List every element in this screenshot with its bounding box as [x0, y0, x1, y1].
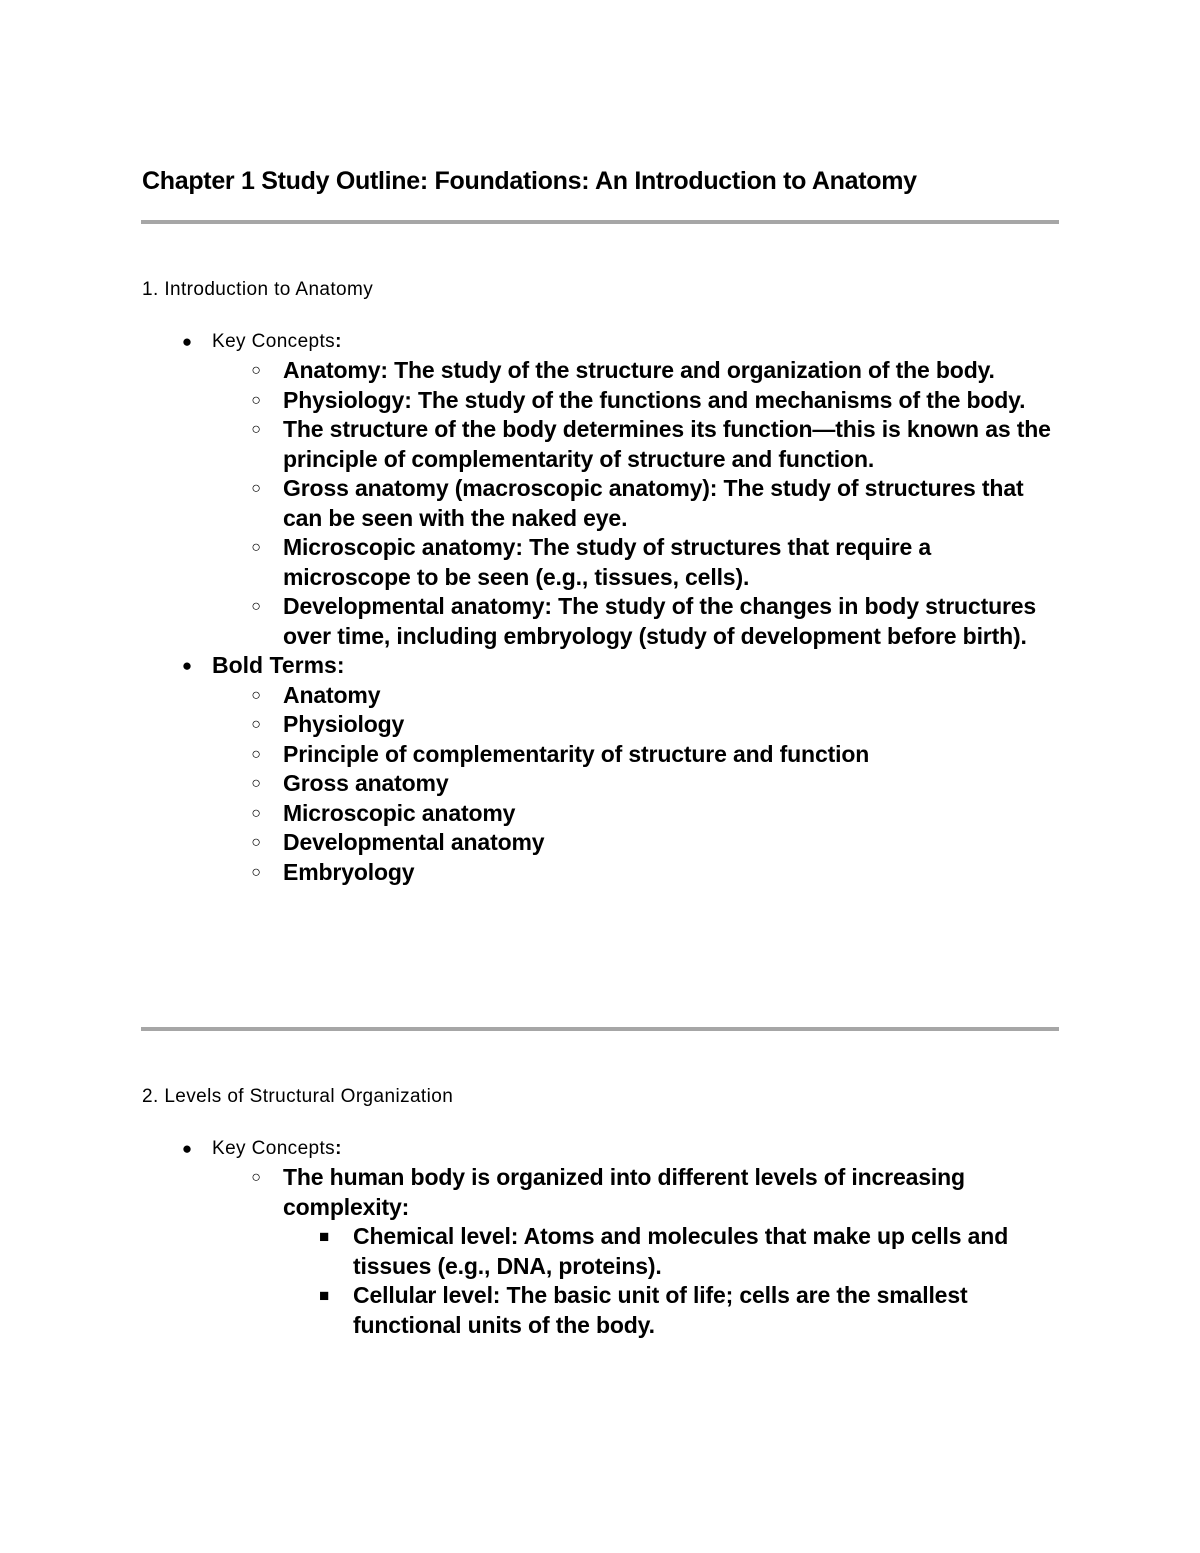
key-concept-text: Developmental anatomy: The study of the changes in body structures over time, including embryology (study of development before birth).	[283, 593, 1037, 649]
key-concept-item	[0, 533, 1063, 592]
circle-marker: ○	[251, 834, 261, 851]
circle-marker: ○	[251, 391, 261, 409]
circle-marker: ○	[251, 421, 261, 438]
horizontal-rule	[141, 1027, 1059, 1031]
bold-term-text: Microscopic anatomy	[283, 799, 516, 826]
key-concept-item	[0, 356, 1063, 386]
organization-level-text: Cellular level: The basic unit of life; cells are the smallest functional units of the body.	[353, 1282, 968, 1338]
key-concept-text: Microscopic anatomy: The study of structures that require a microscope to be seen (e.g., tissues, cells).	[283, 534, 932, 590]
key-concept-item	[0, 1163, 1063, 1222]
bold-terms-item	[0, 651, 1200, 681]
organization-level-text: Chemical level: Atoms and molecules that make up cells and tissues (e.g., DNA, proteins).	[353, 1223, 1009, 1279]
key-concept-item	[0, 386, 1063, 416]
circle-marker: ○	[251, 362, 261, 379]
organization-level-item	[0, 1222, 1053, 1281]
circle-marker: ○	[251, 716, 261, 733]
bullet-marker: ●	[181, 332, 193, 351]
organization-level-item	[0, 1281, 1053, 1340]
key-concept-text: Gross anatomy (macroscopic anatomy): The study of structures that can be seen with the naked eye.	[283, 475, 1024, 531]
bold-term-text: Anatomy	[283, 681, 381, 708]
circle-marker: ○	[251, 775, 261, 792]
circle-marker: ○	[251, 480, 261, 497]
bullet-marker: ●	[181, 1139, 193, 1158]
square-marker: ■	[318, 1227, 330, 1246]
bold-term-item	[0, 828, 1063, 858]
document-title: Chapter 1 Study Outline: Foundations: An Introduction to Anatomy	[142, 167, 917, 195]
square-marker: ■	[318, 1286, 330, 1305]
bold-term-item	[0, 710, 1063, 740]
circle-marker: ○	[251, 745, 261, 763]
bold-term-item	[0, 858, 1063, 888]
bold-term-text: Physiology	[283, 711, 405, 737]
key-concept-text: The human body is organized into different levels of increasing complexity:	[283, 1164, 965, 1220]
bold-term-text: Principle of complementarity of structure and function	[283, 740, 870, 767]
bullet-marker: ●	[181, 656, 193, 675]
circle-marker: ○	[251, 804, 261, 822]
section-heading-introduction: 1. Introduction to Anatomy	[142, 279, 374, 300]
key-concept-item	[0, 474, 1063, 533]
circle-marker: ○	[251, 539, 261, 556]
bold-terms-label: Bold Terms:	[212, 652, 345, 678]
bold-term-item	[0, 681, 1063, 711]
key-concepts-item	[0, 327, 1200, 356]
bold-term-item	[0, 799, 1063, 829]
horizontal-rule	[141, 220, 1059, 224]
section-levels-outline	[0, 1134, 1200, 1340]
key-concept-item	[0, 415, 1063, 474]
key-concepts-item	[0, 1134, 1200, 1163]
circle-marker: ○	[251, 1169, 261, 1186]
bold-term-text: Gross anatomy	[283, 770, 449, 796]
circle-marker: ○	[251, 863, 261, 881]
bold-term-text: Embryology	[283, 858, 415, 885]
section-heading-levels-of-organization: 2. Levels of Structural Organization	[142, 1086, 454, 1107]
circle-marker: ○	[251, 598, 261, 615]
bold-term-item	[0, 769, 1063, 799]
key-concept-text: The structure of the body determines its function—this is known as the principle of complementarity of structure and function.	[283, 416, 1051, 472]
circle-marker: ○	[251, 686, 261, 704]
key-concept-item	[0, 592, 1063, 651]
key-concepts-label: Key Concepts:	[212, 1138, 342, 1159]
bold-term-text: Developmental anatomy	[283, 829, 545, 855]
key-concepts-label: Key Concepts:	[212, 331, 342, 352]
key-concept-text: Anatomy: The study of the structure and organization of the body.	[283, 357, 995, 383]
section-introduction-outline	[0, 327, 1200, 887]
bold-term-item	[0, 740, 1063, 770]
key-concept-text: Physiology: The study of the functions and mechanisms of the body.	[283, 386, 1026, 413]
